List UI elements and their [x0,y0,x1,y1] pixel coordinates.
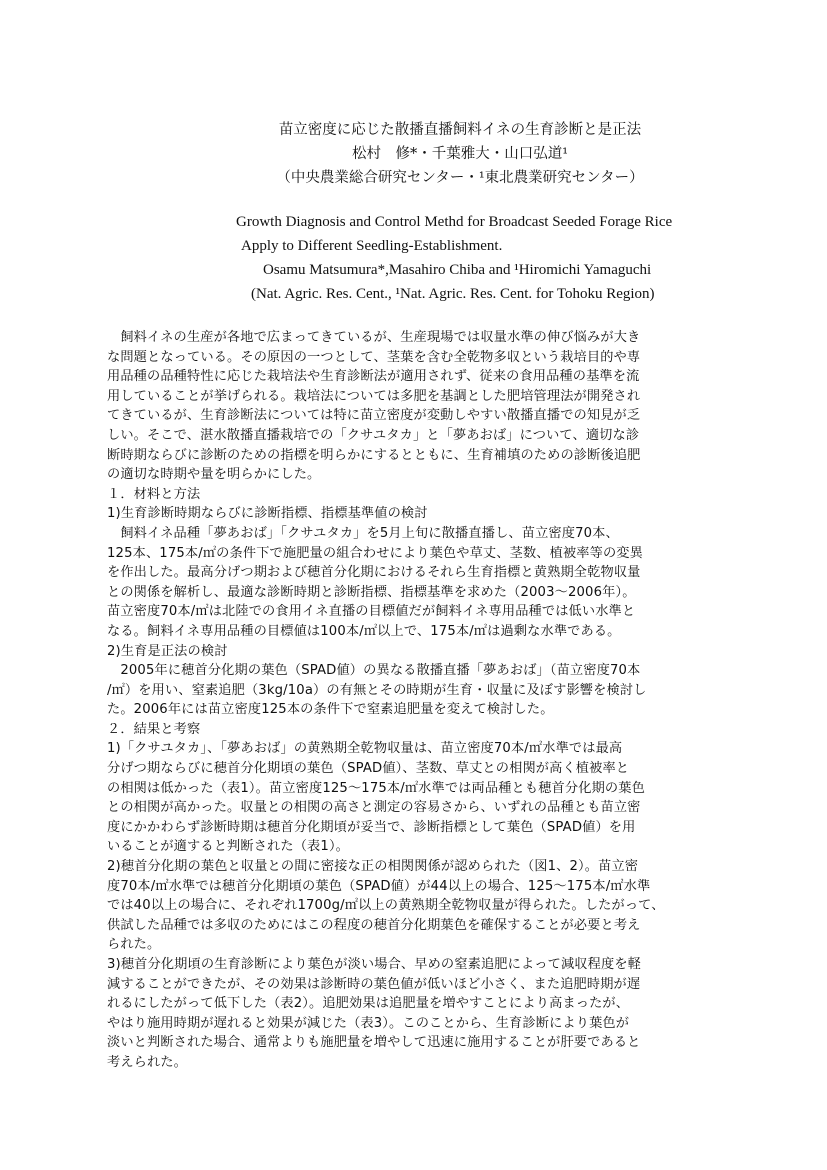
body-line: 度70本/㎡水準では穂首分化期頃の葉色（SPAD値）が44以上の場合、125～175本/㎡水準 [107,878,651,894]
english-authors: Osamu Matsumura*,Masahiro Chiba and ¹Hiromichi Yamaguchi [263,262,652,278]
body-line: 2)穂首分化期の葉色と収量との間に密接な正の相関関係が認められた（図1、2）。苗立密 [107,859,639,875]
japanese-authors: 松村 修*・千葉雅大・山口弘道¹ [351,146,569,162]
body-line: た。2006年には苗立密度125本の条件下で窒素追肥量を変えて検討した。 [107,702,554,718]
body-line: 1)「クサユタカ」、「夢あおば」の黄熟期全乾物収量は、苗立密度70本/㎡水準では最高 [107,741,623,757]
body-line: いることが適すると判断された（表1）。 [107,839,350,855]
body-line: の相関は低かった（表1）。苗立密度125～175本/㎡水準では両品種とも穂首分化期の葉色 [107,780,645,796]
body-line: 125本、175本/㎡の条件下で施肥量の組合わせにより葉色や草丈、茎数、植被率等の変異 [107,545,643,561]
english-affiliation: (Nat. Agric. Res. Cent., ¹Nat. Agric. Res. Cent. for Tohoku Region) [251,286,655,302]
body-line: との相関が高かった。収量との相関の高さと測定の容易さから、いずれの品種とも苗立密 [107,800,641,816]
body-line: 供試した品種では多収のためにはこの程度の穂首分化期葉色を確保することが必要と考え [107,917,641,933]
paper-body [107,328,727,1073]
body-line: しい。そこで、湛水散播直播栽培での「クサユタカ」と「夢あおば」について、適切な診 [107,427,640,443]
body-line: の適切な時期や量を明らかにした。 [107,467,321,483]
body-line: 2005年に穂首分化期の葉色（SPAD値）の異なる散播直播「夢あおば」（苗立密度70本 [107,663,641,679]
body-line: 2)生育是正法の検討 [107,643,228,659]
body-line: てきているが、生育診断法については特に苗立密度が変動しやすい散播直播での知見が乏 [107,408,641,424]
body-line: を作出した。最高分げつ期および穂首分化期におけるそれら生育指標と黄熟期全乾物収量 [107,565,641,581]
body-line: 3)穂首分化期頃の生育診断により葉色が淡い場合、早めの窒素追肥によって減収程度を軽 [107,957,641,972]
body-line: 1)生育診断時期ならびに診断指標、指標基準値の検討 [107,506,428,522]
body-line: なる。飼料イネ専用品種の目標値は100本/㎡以上で、175本/㎡は過剰な水準である。 [107,623,621,639]
english-title-line1: Growth Diagnosis and Control Methd for Broadcast Seeded Forage Rice [236,214,673,230]
english-title-line2: Apply to Different Seedling-Establishment. [241,238,503,254]
body-line: との関係を解析し、最適な診断時期と診断指標、指標基準を求めた（2003～2006年）。 [107,584,636,600]
body-line: れるにしたがって低下した（表2）。追肥効果は追肥量を増やすことにより高まったが、 [107,996,630,1012]
body-line: 分げつ期ならびに穂首分化期頃の葉色（SPAD値）、茎数、草丈との相関が高く植被率と [107,761,630,777]
japanese-title: 苗立密度に応じた散播直播飼料イネの生育診断と是正法 [278,122,642,138]
body-line: 苗立密度70本/㎡は北陸での食用イネ直播の目標値だが飼料イネ専用品種では低い水準と [107,604,636,620]
body-line: 飼料イネ品種「夢あおば」「クサユタカ」を5月上旬に散播直播し、苗立密度70本、 [107,525,619,541]
body-line: 断時期ならびに診断のための指標を明らかにするとともに、生育補填のための診断後追肥 [107,447,641,463]
body-line: １．材料と方法 [107,486,201,502]
body-line: 淡いと判断された場合、通常よりも施肥量を増やして迅速に施用することが肝要であると [107,1035,641,1051]
body-line: 用していることが挙げられる。栽培法については多肥を基調とした肥培管理法が開発され [107,388,641,404]
body-line: 度にかかわらず診断時期は穂首分化期頃が妥当で、診断指標として葉色（SPAD値）を用 [107,819,636,835]
body-line: 減することができたが、その効果は診断時の葉色値が低いほど小さく、また追肥時期が遅 [107,976,641,992]
body-line: 用品種の品種特性に応じた栽培法や生育診断法が適用されず、従来の食用品種の基準を流 [107,369,640,385]
body-line: 飼料イネの生産が各地で広まってきているが、生産現場では収量水準の伸び悩みが大き [107,330,641,345]
japanese-affiliation: （中央農業総合研究センター・¹東北農業研究センター） [276,170,644,186]
body-line: 考えられた。 [107,1054,188,1070]
body-line: られた。 [107,937,161,953]
body-line: ２．結果と考察 [107,721,201,737]
body-line: /㎡）を用い、窒素追肥（3kg/10a）の有無とその時期が生育・収量に及ぼす影響を検討し [107,682,647,698]
body-line: やはり施用時期が遅れると効果が減じた（表3）。このことから、生育診断により葉色が [107,1015,630,1031]
body-line: な問題となっている。その原因の一つとして、茎葉を含む全乾物多収という栽培目的や専 [107,349,641,365]
body-line: では40以上の場合に、それぞれ1700g/㎡以上の黄熟期全乾物収量が得られた。したがって、 [107,898,665,914]
